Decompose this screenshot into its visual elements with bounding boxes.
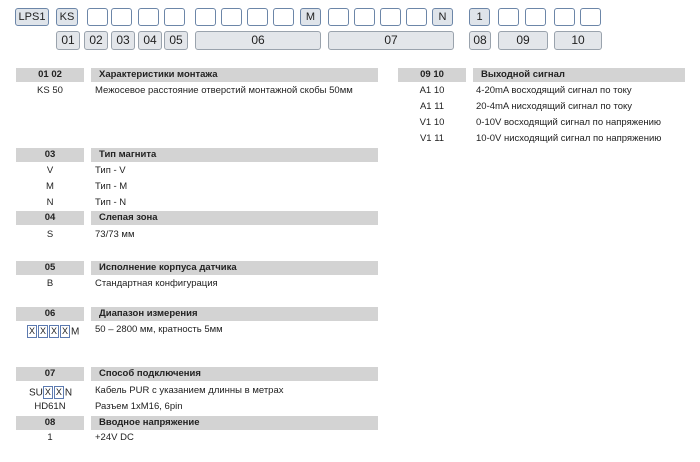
placeholder-x: X [39,326,46,337]
code-box-empty [354,8,375,26]
option-code: S [46,229,54,240]
placeholder-x: X [44,387,51,398]
section-title: Диапазон измерения [91,307,378,321]
option-desc: +24V DC [95,432,134,443]
code-box-ks: KS [56,8,78,26]
option-desc: Тип - N [95,197,127,208]
section-title: Тип магнита [91,148,378,162]
option-desc: 20-4mA нисходящий сигнал по току [476,101,632,112]
option-desc: Тип - V [95,165,126,176]
option-desc: 0-10V восходящий сигнал по напряжению [476,117,662,128]
range-code-pattern [27,323,79,341]
code-box-empty [498,8,519,26]
connection-suffix: N [64,387,73,399]
section-title: Способ подключения [91,367,378,381]
section-code: 03 [16,148,84,162]
code-box-1: 1 [469,8,490,26]
section-code: 09 10 [398,68,466,82]
option-code: 1 [47,432,53,443]
segment-label: 09 [498,31,548,50]
option-code: A1 11 [419,101,445,112]
section-title: Характеристики монтажа [91,68,378,82]
code-box-empty [111,8,132,26]
segment-label: 10 [554,31,602,50]
code-box-empty [195,8,216,26]
section-code: 01 02 [16,68,84,82]
section-code: 06 [16,307,84,321]
section-title: Исполнение корпуса датчика [91,261,378,275]
section-code: 05 [16,261,84,275]
segment-label: 07 [328,31,454,50]
placeholder-x: X [28,326,35,337]
option-desc: 50 – 2800 мм, кратность 5мм [95,324,223,335]
segment-label: 02 [84,31,108,50]
option-desc: Кабель PUR с указанием длинны в метрах [95,385,284,396]
range-suffix: M [71,326,80,338]
option-desc: Стандартная конфигурация [95,278,218,289]
option-code: M [46,181,54,192]
placeholder-x: X [55,387,62,398]
connection-prefix: SU [29,387,43,399]
code-box-empty [328,8,349,26]
code-box-empty [221,8,242,26]
segment-label: 03 [111,31,135,50]
section-code: 07 [16,367,84,381]
option-desc: Тип - M [95,181,128,192]
option-desc: 4-20mA восходящий сигнал по току [476,85,632,96]
segment-label: 08 [469,31,491,50]
section-code: 08 [16,416,84,430]
option-desc: Межосевое расстояние отверстий монтажной скобы 50мм [95,85,353,96]
code-box-empty [164,8,185,26]
code-box-empty [138,8,159,26]
placeholder-x: X [50,326,57,337]
section-title: Вводное напряжение [91,416,378,430]
code-box-n: N [432,8,453,26]
option-code: V [46,165,54,176]
option-code: B [46,278,54,289]
code-box-empty [273,8,294,26]
option-code: V1 11 [419,133,445,144]
code-box-m: M [300,8,321,26]
code-box-empty [87,8,108,26]
segment-label: 01 [56,31,80,50]
option-code: V1 10 [419,117,445,128]
section-title: Выходной сигнал [473,68,685,82]
code-box-empty [247,8,268,26]
segment-label: 04 [138,31,162,50]
code-box-empty [406,8,427,26]
section-title: Слепая зона [91,211,378,225]
option-desc: 10-0V нисходящий сигнал по напряжению [476,133,662,144]
segment-label: 05 [164,31,188,50]
code-box-lps1: LPS1 [15,8,49,26]
code-box-empty [525,8,546,26]
code-box-empty [580,8,601,26]
connection-code-pattern [29,384,72,402]
segment-label: 06 [195,31,321,50]
option-code: A1 10 [419,85,445,96]
option-code: N [46,197,54,208]
option-code: HD61N [34,401,66,412]
option-desc: 73/73 мм [95,229,135,240]
code-box-empty [554,8,575,26]
option-code: KS 50 [37,85,63,96]
section-code: 04 [16,211,84,225]
option-desc: Разъем 1хМ16, 6pin [95,401,183,412]
code-box-empty [380,8,401,26]
placeholder-x: X [61,326,68,337]
